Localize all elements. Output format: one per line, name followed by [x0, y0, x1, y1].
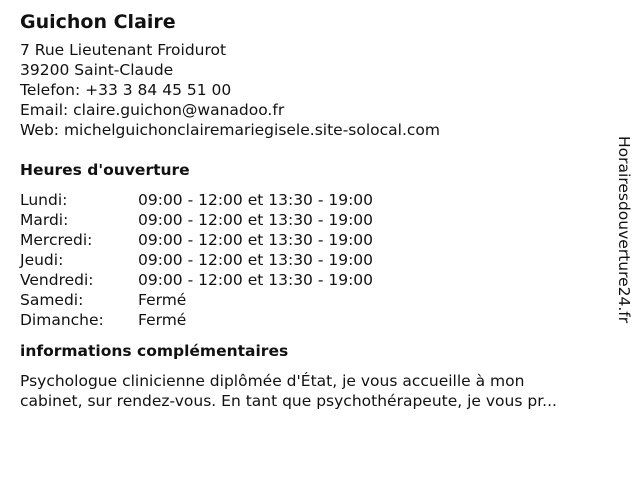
- day-label: Samedi:: [20, 291, 84, 309]
- address-line-2: 39200 Saint-Claude: [20, 61, 174, 79]
- hours-row-saturday: [20, 290, 610, 310]
- day-label: Mardi:: [20, 211, 69, 229]
- opening-hours-table: [20, 190, 610, 330]
- description-line-2: cabinet, sur rendez-vous. En tant que psychothérapeute, je vous pr...: [20, 392, 557, 410]
- hours-row-thursday: [20, 250, 610, 270]
- time-value: 09:00 - 12:00 et 13:30 - 19:00: [138, 251, 374, 269]
- hours-row-sunday: [20, 310, 610, 330]
- description-line-1: Psychologue clinicienne diplômée d'État, je vous accueille à mon: [20, 372, 525, 390]
- business-card: [20, 8, 610, 411]
- time-value: 09:00 - 12:00 et 13:30 - 19:00: [138, 211, 374, 229]
- phone-line: Telefon: +33 3 84 45 51 00: [20, 81, 232, 99]
- email-line: Email: claire.guichon@wanadoo.fr: [20, 101, 285, 119]
- day-label: Jeudi:: [20, 251, 64, 269]
- description-text: [20, 371, 630, 411]
- day-label: Dimanche:: [20, 311, 104, 329]
- day-label: Mercredi:: [20, 231, 93, 249]
- business-name: Guichon Claire: [20, 11, 176, 33]
- day-label: Lundi:: [20, 191, 68, 209]
- site-watermark: Horairesdouverture24.fr: [615, 136, 633, 324]
- day-label: Vendredi:: [20, 271, 94, 289]
- hours-row-tuesday: [20, 210, 610, 230]
- time-value: 09:00 - 12:00 et 13:30 - 19:00: [138, 271, 374, 289]
- additional-info-title: informations complémentaires: [20, 342, 289, 360]
- time-value: 09:00 - 12:00 et 13:30 - 19:00: [138, 231, 374, 249]
- web-line: Web: michelguichonclairemariegisele.site-solocal.com: [20, 121, 440, 139]
- hours-row-wednesday: [20, 230, 610, 250]
- hours-row-monday: [20, 190, 610, 210]
- address-line-1: 7 Rue Lieutenant Froidurot: [20, 41, 227, 59]
- time-value: Fermé: [138, 291, 187, 309]
- time-value: 09:00 - 12:00 et 13:30 - 19:00: [138, 191, 374, 209]
- time-value: Fermé: [138, 311, 187, 329]
- hours-row-friday: [20, 270, 610, 290]
- opening-hours-title: Heures d'ouverture: [20, 161, 190, 179]
